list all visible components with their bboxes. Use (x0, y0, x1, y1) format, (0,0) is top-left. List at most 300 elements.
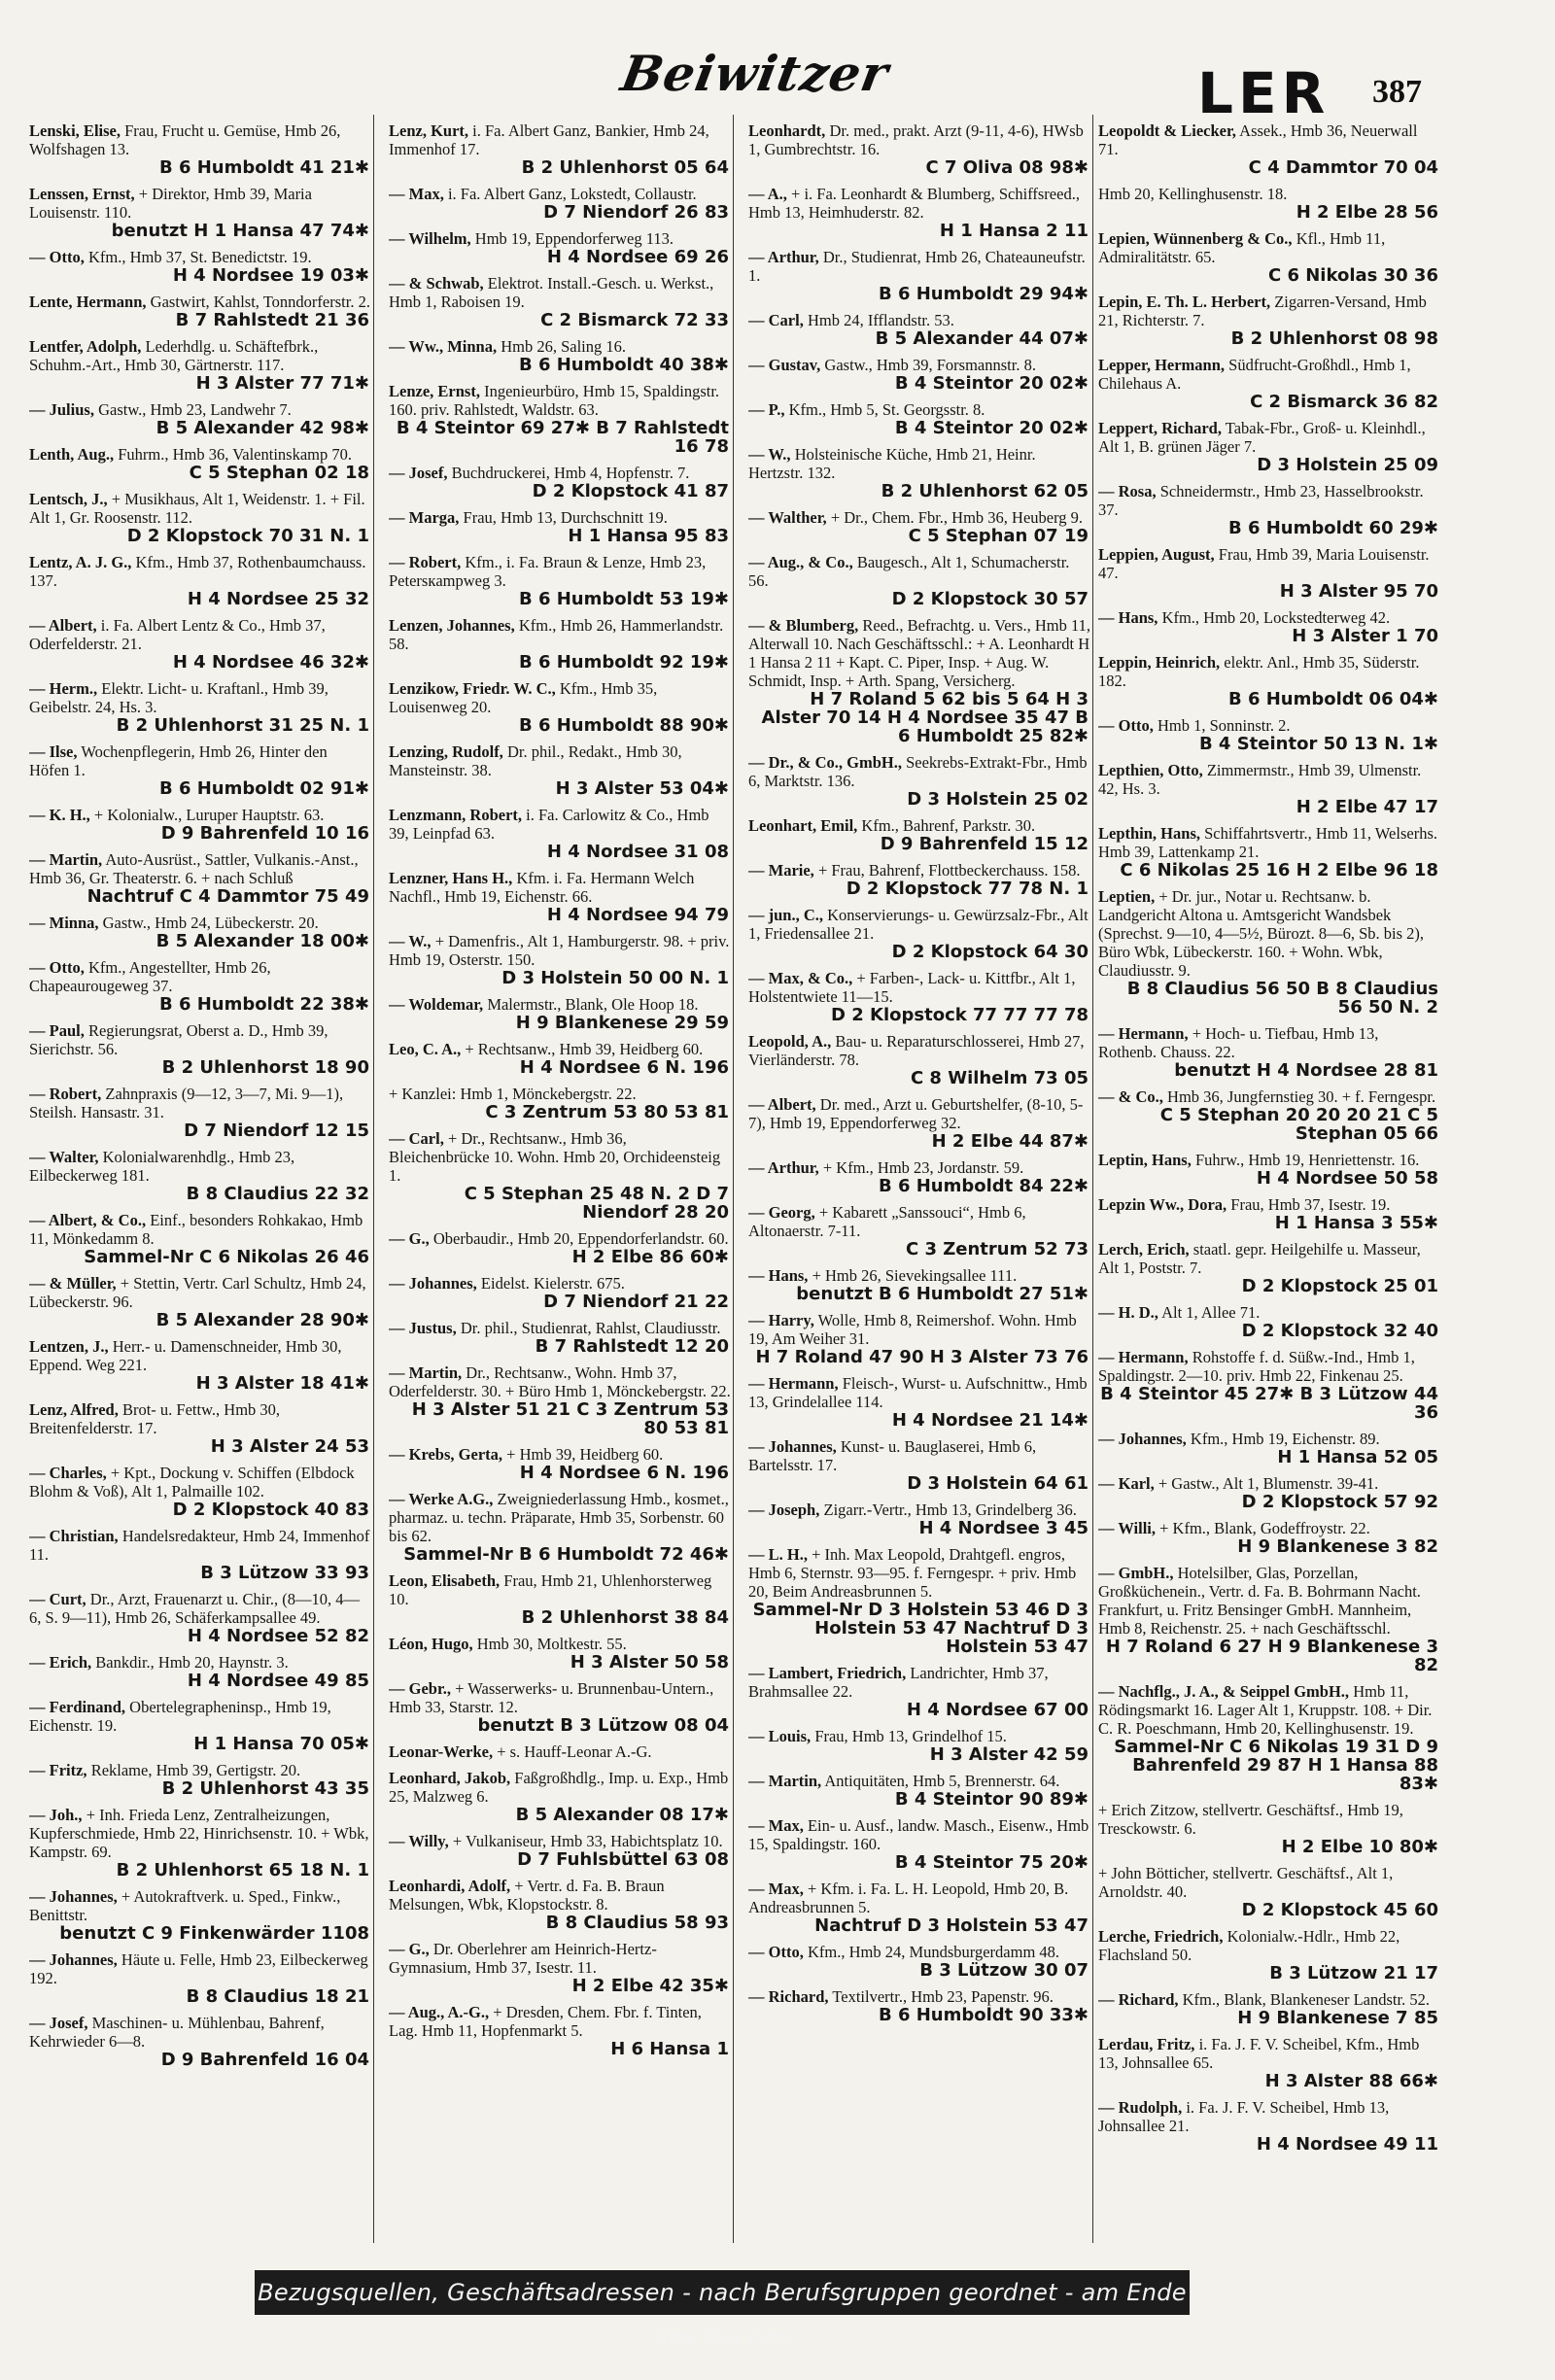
directory-entry (748, 1727, 1090, 1764)
directory-columns (29, 121, 1438, 2230)
directory-entry (1098, 185, 1440, 222)
entry-name: Leppin, Heinrich, (1098, 653, 1221, 672)
entry-name: — Marga, (389, 508, 460, 527)
entry-name: — Willy, (389, 1832, 449, 1850)
entry-detail: Kfm., Hmb 37, Rothenbaumchauss. 137. (29, 553, 366, 590)
entry-phone: B 7 Rahlstedt 21 36 (175, 310, 369, 330)
entry-detail: Hmb 11, Rödingsmarkt 16. Lager Alt 1, Kruppstr. 108. + Dir. C. R. Poeschmann, Hmb 20, Kellinghusenstr. 19. (1098, 1682, 1433, 1738)
entry-phone: H 3 Alster 88 66✱ (1264, 2071, 1438, 2091)
entry-detail: + Rechtsanw., Hmb 39, Heidberg 60. (465, 1040, 704, 1058)
entry-name: Leonhart, Emil, (748, 816, 858, 835)
entry-detail: + Kfm., Blank, Godeffroystr. 22. (1159, 1519, 1370, 1537)
entry-name: Leopoldt & Liecker, (1098, 121, 1236, 140)
directory-entry (29, 679, 371, 735)
entry-phone: H 1 Hansa 95 83 (568, 526, 729, 546)
directory-entry (29, 850, 371, 906)
entry-detail: Kolonialw.-Hdlr., Hmb 22, Flachsland 50. (1098, 1927, 1400, 1964)
entry-phone: B 8 Claudius 56 50 B 8 Claudius 56 50 N. 2 (1126, 979, 1438, 1018)
directory-entry (1098, 1348, 1440, 1422)
entry-detail: Fuhrm., Hmb 36, Valentinskamp 70. (118, 445, 353, 464)
entry-phone: Nachtruf C 4 Dammtor 75 49 (86, 886, 369, 907)
entry-name: — Josef, (389, 464, 448, 482)
directory-entry (389, 337, 731, 374)
entry-detail: Hmb 26, Saling 16. (501, 337, 627, 356)
entry-detail: elektr. Anl., Hmb 35, Süderstr. 182. (1098, 653, 1420, 690)
entry-name: — Johannes, (389, 1274, 477, 1293)
entry-name: — Otto, (29, 248, 85, 266)
directory-entry (389, 1679, 731, 1735)
entry-detail: Dr. med., prakt. Arzt (9-11, 4-6), HWsb 1, Gumbrechtstr. 16. (748, 121, 1084, 158)
entry-name: Lentzen, J., (29, 1337, 109, 1356)
entry-detail: Dr. phil., Studienrat, Rahlst, Claudiusstr. (460, 1319, 721, 1337)
directory-entry (1098, 887, 1440, 1017)
entry-name: — Martin, (389, 1363, 463, 1382)
entry-detail: Oberbaudir., Hmb 20, Eppendorferlandstr. 60. (432, 1229, 729, 1248)
entry-name: — Otto, (748, 1943, 804, 1961)
entry-name: — Otto, (29, 958, 85, 977)
directory-entry (389, 1319, 731, 1356)
entry-name: — Julius, (29, 400, 94, 419)
entry-name: — Woldemar, (389, 995, 484, 1014)
entry-phone: D 3 Holstein 25 02 (907, 789, 1088, 810)
directory-entry (1098, 356, 1440, 411)
entry-detail: Herr.- u. Damenschneider, Hmb 30, Eppend. Weg 221. (29, 1337, 342, 1374)
entry-phone: D 7 Niendorf 12 15 (184, 1121, 369, 1141)
directory-entry (1098, 293, 1440, 348)
entry-phone: B 4 Steintor 75 20✱ (894, 1852, 1088, 1873)
entry-phone: B 4 Steintor 45 27✱ B 3 Lützow 44 36 (1100, 1384, 1438, 1423)
directory-entry (389, 2003, 731, 2058)
entry-detail: Frau, Hmb 37, Isestr. 19. (1230, 1195, 1391, 1214)
entry-name: Leon, Elisabeth, (389, 1571, 501, 1590)
entry-name: Lenzen, Johannes, (389, 616, 515, 635)
directory-entry (1098, 2098, 1440, 2154)
entry-name: Lenz, Kurt, (389, 121, 469, 140)
directory-entry (29, 445, 371, 482)
entry-detail: + Kolonialw., Luruper Hauptstr. 63. (93, 806, 325, 824)
directory-column-1 (29, 121, 371, 2230)
entry-detail: + s. Hauff-Leonar A.-G. (497, 1742, 652, 1761)
entry-name: — Aug., & Co., (748, 553, 853, 571)
entry-name: — Minna, (29, 914, 99, 932)
entry-name: Lepin, E. Th. L. Herbert, (1098, 293, 1271, 311)
directory-entry (389, 679, 731, 735)
directory-entry (1098, 2035, 1440, 2090)
entry-name: Lerch, Erich, (1098, 1240, 1190, 1259)
entry-phone: benutzt H 4 Nordsee 28 81 (1174, 1060, 1438, 1081)
entry-phone: H 4 Nordsee 69 26 (546, 247, 729, 267)
entry-phone: B 8 Claudius 58 93 (545, 1913, 729, 1933)
directory-entry (1098, 653, 1440, 708)
entry-detail: + Inh. Max Leopold, Drahtgefl. engros, Hmb 6, Sternstr. 93—95. f. Ferngespr. + priv. Hmb 20, Beim Andreasbrunnen 5. (748, 1545, 1077, 1601)
entry-phone: B 6 Humboldt 40 38✱ (518, 355, 729, 375)
directory-entry (1098, 1564, 1440, 1674)
directory-entry (748, 445, 1090, 500)
entry-name: Lepthin, Hans, (1098, 824, 1200, 843)
entry-name: — W., (389, 932, 432, 950)
entry-phone: B 6 Humboldt 29 94✱ (878, 284, 1088, 304)
entry-phone: C 8 Wilhelm 73 05 (910, 1068, 1088, 1088)
entry-name: — & Müller, (29, 1274, 117, 1293)
entry-name: — Gebr., (389, 1679, 452, 1698)
entry-name: — Albert, (29, 616, 97, 635)
entry-name: — Max, & Co., (748, 969, 853, 987)
directory-entry (29, 1021, 371, 1077)
entry-detail: Zimmermstr., Hmb 39, Ulmenstr. 42, Hs. 3. (1098, 761, 1422, 798)
entry-name: Lenth, Aug., (29, 445, 115, 464)
directory-entry (389, 1040, 731, 1077)
entry-name: Lente, Hermann, (29, 293, 147, 311)
entry-detail: Frau, Hmb 39, Maria Louisenstr. 47. (1098, 545, 1430, 582)
entry-phone: D 2 Klopstock 41 87 (532, 481, 729, 501)
entry-detail: + Dr., Chem. Fbr., Hmb 36, Heuberg 9. (830, 508, 1084, 527)
entry-phone: Sammel-Nr D 3 Holstein 53 46 D 3 Holstein 53 47 Nachtruf D 3 Holstein 53 47 (752, 1600, 1088, 1657)
entry-name: Leopold, A., (748, 1032, 832, 1051)
directory-entry (1098, 1519, 1440, 1556)
entry-name: — Hans, (748, 1266, 809, 1285)
entry-detail: Kfm., Blank, Blankeneser Landstr. 52. (1182, 1990, 1430, 2009)
entry-phone: B 6 Humboldt 90 33✱ (878, 2005, 1088, 2025)
directory-entry (389, 382, 731, 456)
directory-entry (29, 1590, 371, 1645)
entry-phone: B 5 Alexander 44 07✱ (875, 328, 1088, 349)
entry-name: Leonhardt, (748, 121, 826, 140)
entry-name: — Harry, (748, 1311, 814, 1329)
entry-phone: B 5 Alexander 42 98✱ (156, 418, 369, 438)
directory-entry (29, 616, 371, 672)
entry-phone: benutzt B 6 Humboldt 27 51✱ (796, 1284, 1088, 1304)
directory-entry (748, 1374, 1090, 1430)
entry-detail: Gastw., Hmb 24, Lübeckerstr. 20. (102, 914, 319, 932)
entry-phone: Nachtruf D 3 Holstein 53 47 (814, 1915, 1088, 1936)
directory-entry (1098, 1927, 1440, 1983)
entry-name: Lentfer, Adolph, (29, 337, 142, 356)
entry-name: — Joh., (29, 1806, 83, 1824)
entry-phone: B 2 Uhlenhorst 38 84 (521, 1607, 729, 1628)
entry-name: — Charles, (29, 1464, 107, 1482)
entry-detail: Kfl., Hmb 11, Admiralitätstr. 65. (1098, 229, 1386, 266)
entry-phone: D 2 Klopstock 32 40 (1241, 1321, 1438, 1341)
directory-entry (29, 1148, 371, 1203)
entry-name: — Ferdinand, (29, 1698, 126, 1716)
directory-entry (29, 337, 371, 393)
entry-detail: Holsteinische Küche, Hmb 21, Heinr. Hertzstr. 132. (748, 445, 1036, 482)
entry-phone: H 2 Elbe 47 17 (1296, 797, 1438, 817)
section-code: LER (1197, 60, 1330, 126)
entry-name: Leptin, Hans, (1098, 1151, 1192, 1169)
directory-entry (748, 1943, 1090, 1980)
entry-detail: Baugesch., Alt 1, Schumacherstr. 56. (748, 553, 1070, 590)
directory-entry (29, 1527, 371, 1582)
directory-entry (389, 742, 731, 798)
directory-entry (389, 1635, 731, 1672)
directory-entry (1098, 761, 1440, 816)
entry-phone: H 4 Nordsee 6 N. 196 (519, 1463, 729, 1483)
directory-entry (29, 121, 371, 177)
directory-entry (748, 1816, 1090, 1872)
entry-phone: C 5 Stephan 02 18 (189, 463, 369, 483)
entry-detail: Hotelsilber, Glas, Porzellan, Großküchenein., Vertr. d. Fa. B. Bohrmann Nacht. Frankfurt, u. Fritz Bensinger GmbH. Mannheim, Hmb 8, Reichenstr. 25. + nach Geschäftsschl. (1098, 1564, 1421, 1638)
entry-detail: Zweigniederlassung Hmb., kosmet., pharmaz. u. techn. Präparate, Hmb 35, Sorbenstr. 60 bis 62. (389, 1490, 729, 1545)
entry-phone: B 3 Lützow 21 17 (1269, 1963, 1438, 1983)
entry-detail: Alt 1, Allee 71. (1161, 1303, 1261, 1322)
entry-phone: B 8 Claudius 18 21 (186, 1986, 369, 2007)
entry-name: — Dr., & Co., GmbH., (748, 753, 902, 772)
entry-detail: + Frau, Bahrenf, Flottbeckerchauss. 158. (817, 861, 1081, 880)
directory-entry (748, 816, 1090, 853)
entry-phone: C 4 Dammtor 70 04 (1248, 157, 1438, 178)
entry-phone: C 3 Zentrum 52 73 (905, 1239, 1088, 1259)
entry-phone: C 5 Stephan 20 20 20 21 C 5 Stephan 05 66 (1159, 1105, 1438, 1144)
entry-phone: H 2 Elbe 42 35✱ (571, 1976, 729, 1996)
entry-detail: Buchdruckerei, Hmb 4, Hopfenstr. 7. (451, 464, 690, 482)
entry-name: — Krebs, Gerta, (389, 1445, 503, 1464)
entry-phone: B 4 Steintor 20 02✱ (894, 418, 1088, 438)
entry-detail: Hmb 24, Ifflandstr. 53. (807, 311, 954, 329)
directory-entry (29, 1274, 371, 1329)
entry-phone: C 6 Nikolas 30 36 (1267, 265, 1438, 286)
directory-entry (748, 753, 1090, 809)
directory-entry (748, 185, 1090, 240)
entry-phone: B 7 Rahlstedt 12 20 (535, 1336, 729, 1357)
entry-name: Lentsch, J., (29, 490, 108, 508)
entry-detail: Dr., Studienrat, Hmb 26, Chateauneufstr. 1. (748, 248, 1086, 285)
entry-name: — Max, (389, 185, 444, 203)
entry-phone: D 2 Klopstock 57 92 (1241, 1492, 1438, 1512)
entry-name: Lepien, Wünnenberg & Co., (1098, 229, 1293, 248)
entry-name: — Max, (748, 1816, 804, 1835)
entry-phone: H 2 Elbe 10 80✱ (1281, 1837, 1438, 1857)
entry-name: — Joseph, (748, 1500, 820, 1519)
entry-detail: staatl. gepr. Heilgehilfe u. Masseur, Alt 1, Poststr. 7. (1098, 1240, 1421, 1277)
entry-detail: Kfm., Hmb 35, Louisenweg 20. (389, 679, 658, 716)
entry-name: — Albert, (748, 1095, 816, 1114)
directory-entry (748, 906, 1090, 961)
entry-detail: Bau- u. Reparaturschlosserei, Hmb 27, Vierländerstr. 78. (748, 1032, 1085, 1069)
entry-detail: Ingenieurbüro, Hmb 15, Spaldingstr. 160. priv. Rahlstedt, Waldstr. 63. (389, 382, 720, 419)
directory-entry (1098, 229, 1440, 285)
entry-detail: Wochenpflegerin, Hmb 26, Hinter den Höfen 1. (29, 742, 328, 779)
directory-entry (748, 1032, 1090, 1087)
page-header (0, 0, 1555, 126)
entry-phone: H 4 Nordsee 3 45 (918, 1518, 1088, 1538)
entry-detail: Kunst- u. Bauglaserei, Hmb 6, Bartelsstr. 17. (748, 1437, 1037, 1474)
entry-phone: H 7 Roland 6 27 H 9 Blankenese 3 82 (1105, 1637, 1438, 1675)
entry-phone: H 4 Nordsee 21 14✱ (891, 1410, 1088, 1431)
entry-detail: Kfm., Hmb 20, Lockstedterweg 42. (1161, 608, 1391, 627)
entry-name: — G., (389, 1229, 430, 1248)
entry-name: — Richard, (748, 1987, 829, 2006)
entry-detail: Zahnpraxis (9—12, 3—7, Mi. 9—1), Steilsh. Hansastr. 31. (29, 1085, 344, 1121)
directory-entry (1098, 1430, 1440, 1466)
entry-phone: D 3 Holstein 25 09 (1257, 455, 1438, 475)
entry-phone: B 2 Uhlenhorst 43 35 (161, 1778, 369, 1799)
entry-phone: B 6 Humboldt 92 19✱ (518, 652, 729, 673)
entry-detail: Hmb 20, Kellinghusenstr. 18. (1098, 185, 1288, 203)
entry-detail: + Damenfris., Alt 1, Hamburgerstr. 98. + priv. Hmb 19, Osterstr. 150. (389, 932, 730, 969)
directory-entry (389, 1363, 731, 1437)
entry-phone: C 5 Stephan 07 19 (908, 526, 1088, 546)
entry-detail: Frau, Frucht u. Gemüse, Hmb 26, Wolfshagen 13. (29, 121, 341, 158)
entry-name: Lenzikow, Friedr. W. C., (389, 679, 556, 698)
entry-name: — Louis, (748, 1727, 812, 1745)
directory-entry (748, 1266, 1090, 1303)
entry-name: Lepzin Ww., Dora, (1098, 1195, 1227, 1214)
entry-detail: + Kanzlei: Hmb 1, Mönckebergstr. 22. (389, 1085, 637, 1103)
directory-entry (1098, 419, 1440, 474)
entry-detail: Reed., Befrachtg. u. Vers., Hmb 11, Alterwall 10. Nach Geschäftsschl.: + A. Leonhardt H 1 Hansa 2 11 + Kapt. C. Piper, Insp. + Aug. W. Schmidt, Insp. + Arth. Spang, Versicherg. (748, 616, 1090, 690)
directory-entry (748, 400, 1090, 437)
entry-phone: B 2 Uhlenhorst 65 18 N. 1 (116, 1860, 369, 1880)
entry-name: — W., (748, 445, 791, 464)
directory-entry (748, 616, 1090, 745)
directory-entry (748, 969, 1090, 1024)
entry-name: Léon, Hugo, (389, 1635, 473, 1653)
entry-phone: D 9 Bahrenfeld 16 04 (160, 2050, 369, 2070)
directory-entry (748, 311, 1090, 348)
entry-detail: i. Fa. J. F. V. Scheibel, Kfm., Hmb 13, Johnsallee 65. (1098, 2035, 1420, 2072)
entry-detail: Regierungsrat, Oberst a. D., Hmb 39, Sierichstr. 56. (29, 1021, 328, 1058)
entry-phone: H 1 Hansa 2 11 (939, 221, 1088, 241)
directory-column-2 (389, 121, 731, 2230)
entry-phone: H 3 Alster 24 53 (210, 1436, 369, 1457)
entry-phone: D 2 Klopstock 70 31 N. 1 (126, 526, 369, 546)
entry-phone: B 5 Alexander 18 00✱ (156, 931, 369, 951)
directory-entry (29, 248, 371, 285)
directory-entry (1098, 1151, 1440, 1188)
entry-phone: H 9 Blankenese 29 59 (515, 1013, 729, 1033)
entry-name: — Paul, (29, 1021, 85, 1040)
entry-name: — Ww., Minna, (389, 337, 498, 356)
entry-detail: Faßgroßhdlg., Imp. u. Exp., Hmb 25, Malzweg 6. (389, 1769, 729, 1806)
entry-detail: Assek., Hmb 36, Neuerwall 71. (1098, 121, 1418, 158)
entry-detail: Zigarr.-Vertr., Hmb 13, Grindelberg 36. (823, 1500, 1077, 1519)
entry-phone: D 2 Klopstock 45 60 (1241, 1900, 1438, 1920)
entry-detail: Hmb 1, Sonninstr. 2. (1157, 716, 1291, 735)
entry-name: — Christian, (29, 1527, 119, 1545)
entry-phone: H 4 Nordsee 50 58 (1256, 1168, 1438, 1189)
directory-entry (389, 1571, 731, 1627)
entry-name: — H. D., (1098, 1303, 1158, 1322)
entry-detail: + i. Fa. Leonhardt & Blumberg, Schiffsreed., Hmb 13, Heimhuderstr. 82. (748, 185, 1080, 222)
entry-phone: B 2 Uhlenhorst 05 64 (521, 157, 729, 178)
entry-phone: B 6 Humboldt 41 21✱ (158, 157, 369, 178)
directory-entry (29, 1806, 371, 1880)
directory-entry (389, 229, 731, 266)
directory-entry (389, 1229, 731, 1266)
entry-phone: H 4 Nordsee 94 79 (546, 905, 729, 925)
directory-entry (1098, 1864, 1440, 1919)
entry-phone: benutzt B 3 Lützow 08 04 (477, 1715, 729, 1736)
entry-detail: Antiquitäten, Hmb 5, Brennerstr. 64. (824, 1772, 1060, 1790)
entry-name: Lenssen, Ernst, (29, 185, 135, 203)
entry-phone: benutzt H 1 Hansa 47 74✱ (111, 221, 369, 241)
entry-name: — & Co., (1098, 1087, 1163, 1106)
directory-entry (748, 1880, 1090, 1935)
entry-detail: Frau, Hmb 21, Uhlenhorsterweg 10. (389, 1571, 712, 1608)
entry-name: — Carl, (748, 311, 804, 329)
directory-entry (29, 914, 371, 950)
entry-phone: B 5 Alexander 28 90✱ (156, 1310, 369, 1330)
entry-detail: Hmb 36, Jungfernstieg 30. + f. Ferngespr. (1167, 1087, 1436, 1106)
directory-entry (29, 2014, 371, 2069)
entry-phone: B 6 Humboldt 88 90✱ (518, 715, 729, 736)
directory-entry (1098, 1195, 1440, 1232)
directory-column-4 (1098, 121, 1440, 2230)
entry-name: Lenski, Elise, (29, 121, 121, 140)
entry-detail: Kfm., Hmb 24, Mundsburgerdamm 48. (807, 1943, 1060, 1961)
entry-detail: + Autokraftverk. u. Sped., Finkw., Benittstr. (29, 1887, 341, 1924)
entry-phone: C 2 Bismarck 72 33 (540, 310, 729, 330)
directory-entry (389, 1940, 731, 1995)
directory-entry (389, 553, 731, 608)
entry-phone: H 6 Hansa 1 (610, 2039, 729, 2059)
entry-detail: Dr. Oberlehrer am Heinrich-Hertz-Gymnasium, Hmb 37, Isestr. 11. (389, 1940, 657, 1977)
entry-detail: Kfm., Bahrenf, Parkstr. 30. (861, 816, 1036, 835)
entry-phone: D 3 Holstein 50 00 N. 1 (501, 968, 729, 988)
entry-detail: Textilvertr., Hmb 23, Papenstr. 96. (832, 1987, 1054, 2006)
directory-entry (1098, 1240, 1440, 1295)
directory-entry (1098, 1801, 1440, 1856)
directory-entry (29, 185, 371, 240)
directory-entry (389, 1490, 731, 1564)
entry-name: — Karl, (1098, 1474, 1155, 1493)
entry-name: — Carl, (389, 1129, 444, 1148)
entry-name: — Justus, (389, 1319, 457, 1337)
entry-detail: Dr., Arzt, Frauenarzt u. Chir., (8—10, 4—6, S. 9—11), Hmb 26, Schäferkampsallee 49. (29, 1590, 361, 1627)
entry-phone: B 6 Humboldt 22 38✱ (158, 994, 369, 1015)
entry-phone: B 6 Humboldt 02 91✱ (158, 778, 369, 799)
entry-detail: + Hmb 39, Heidberg 60. (506, 1445, 664, 1464)
entry-phone: B 4 Steintor 20 02✱ (894, 373, 1088, 394)
entry-detail: Obertelegrapheninsp., Hmb 19, Eichenstr. 19. (29, 1698, 331, 1735)
directory-entry (29, 1085, 371, 1140)
entry-name: — K. H., (29, 806, 90, 824)
entry-name: — Rudolph, (1098, 2098, 1183, 2117)
entry-name: Leptien, (1098, 887, 1156, 906)
entry-detail: Seekrebs-Extrakt-Fbr., Hmb 6, Marktstr. 136. (748, 753, 1088, 790)
entry-detail: + Dr. jur., Notar u. Rechtsanw. b. Landgericht Altona u. Amtsgericht Wandsbek (Sprechst. 9—10, 4—5½, Bürozt. 8—6, Sb. bis 2), Büro Wbk, Lübeckerstr. 160. + Wohn. Wbk, Claudiusstr. 9. (1098, 887, 1425, 980)
entry-phone: D 2 Klopstock 25 01 (1241, 1276, 1438, 1296)
entry-detail: Häute u. Felle, Hmb 23, Eilbeckerweg 192. (29, 1950, 368, 1987)
entry-name: — jun., C., (748, 906, 824, 924)
directory-entry (748, 1158, 1090, 1195)
entry-phone: B 2 Uhlenhorst 31 25 N. 1 (116, 715, 369, 736)
entry-name: Lentz, A. J. G., (29, 553, 132, 571)
directory-entry (1098, 1303, 1440, 1340)
entry-detail: Einf., besonders Rohkakao, Hmb 11, Mönkedamm 8. (29, 1211, 363, 1248)
entry-name: — Martin, (29, 850, 103, 869)
directory-entry (1098, 1474, 1440, 1511)
directory-entry (748, 248, 1090, 303)
directory-entry (29, 742, 371, 798)
entry-detail: + John Bötticher, stellvertr. Geschäftsf., Alt 1, Arnoldstr. 40. (1098, 1864, 1394, 1901)
directory-entry (389, 1832, 731, 1869)
directory-entry (29, 1464, 371, 1519)
entry-name: Lerdau, Fritz, (1098, 2035, 1195, 2053)
entry-detail: + Stettin, Vertr. Carl Schultz, Hmb 24, Lübeckerstr. 96. (29, 1274, 366, 1311)
entry-detail: + Dr., Rechtsanw., Hmb 36, Bleichenbrücke 10. Wohn. Hmb 20, Orchideensteig 1. (389, 1129, 721, 1185)
directory-entry (748, 1203, 1090, 1259)
entry-detail: i. Fa. Albert Ganz, Bankier, Hmb 24, Immenhof 17. (389, 121, 709, 158)
entry-detail: Elektr. Licht- u. Kraftanl., Hmb 39, Geibelstr. 24, Hs. 3. (29, 679, 328, 716)
directory-entry (1098, 482, 1440, 537)
entry-name: — Hans, (1098, 608, 1158, 627)
directory-entry (1098, 824, 1440, 880)
entry-phone: H 1 Hansa 3 55✱ (1274, 1213, 1438, 1233)
entry-name: — Robert, (29, 1085, 102, 1103)
entry-name: — Wilhelm, (389, 229, 471, 248)
